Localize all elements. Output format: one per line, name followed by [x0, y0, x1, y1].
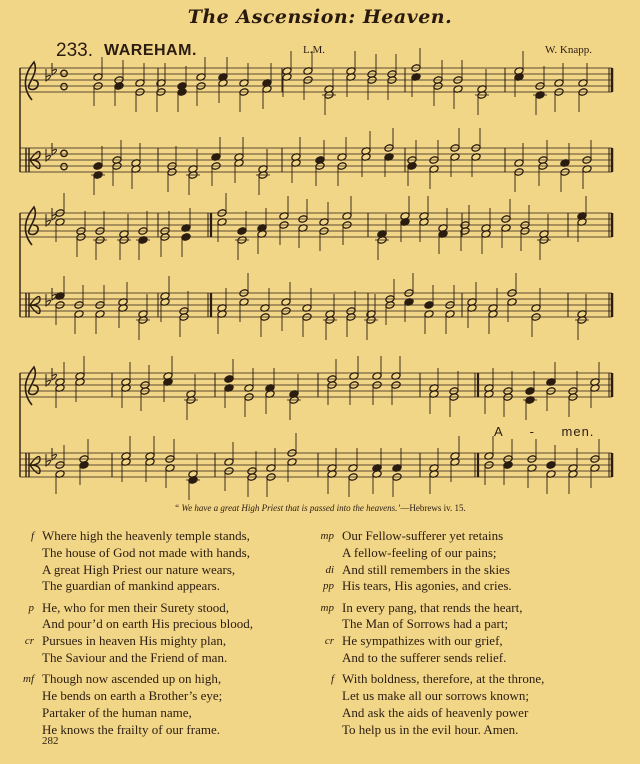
lyric-line [320, 705, 544, 722]
lyric-text: In every pang, that rends the heart, [342, 599, 523, 615]
dynamic-marking: pp [323, 580, 334, 593]
lyric-text: Pursues in heaven His mighty plan, [42, 633, 227, 649]
lyric-line [20, 545, 253, 562]
lyric-text: He sympathizes with our grief, [342, 633, 503, 649]
lyric-text: And ask the aids of heavenly power [342, 704, 529, 720]
stanza [320, 671, 544, 738]
scripture-source: —Hebrews iv. 15. [400, 503, 466, 513]
flat-sign [46, 214, 51, 226]
lyric-text: A fellow-feeling of our pains; [342, 544, 497, 560]
flat-sign [46, 374, 51, 386]
lyric-text: And still remembers in the skies [342, 561, 510, 577]
lyric-text: Our Fellow-sufferer yet retains [342, 528, 504, 543]
lyric-line [320, 688, 544, 705]
stanza [20, 600, 253, 667]
lyric-text: The Saviour and the Friend of man. [42, 650, 228, 666]
lyric-line [20, 650, 253, 667]
lyric-line [20, 528, 253, 545]
hymn-number: 233. [56, 40, 93, 61]
lyric-text: The Man of Sorrows had a part; [342, 616, 509, 632]
flat-sign [46, 454, 51, 466]
note-head [237, 227, 247, 236]
composer-name: W. Knapp. [545, 44, 592, 56]
lyric-text: His tears, His agonies, and cries. [342, 578, 512, 594]
dynamic-marking: cr [324, 635, 334, 648]
lyric-line [20, 600, 253, 617]
lyric-line [20, 562, 253, 579]
lyric-line [320, 616, 544, 633]
note-head [546, 461, 556, 470]
stanza [320, 528, 544, 595]
amen-lyric: A - men. [494, 424, 595, 439]
lyric-line [320, 671, 544, 688]
note-head [93, 162, 103, 171]
lyric-text: The guardian of mankind appears. [42, 578, 220, 594]
lyric-text: To help us in the evil hour. Amen. [342, 721, 519, 737]
lyric-text: He, who for men their Surety stood, [42, 599, 230, 615]
lyric-line [20, 671, 253, 688]
flat-sign [52, 448, 57, 460]
dynamic-marking: mf [23, 673, 34, 686]
lyric-line [20, 705, 253, 722]
time-signature-bottom [61, 163, 67, 169]
page-heading: The Ascension: Heaven. [187, 6, 453, 28]
dynamic-marking: mp [320, 601, 334, 614]
dynamic-marking: di [325, 563, 334, 576]
lyric-line [20, 688, 253, 705]
dynamic-marking: cr [24, 635, 34, 648]
lyric-text: With boldness, therefore, at the throne, [342, 671, 545, 687]
lyric-text: A great High Priest our nature wears, [42, 561, 236, 577]
dynamic-marking: f [30, 530, 34, 542]
flat-sign [52, 143, 57, 155]
lyric-text: He bends on earth a Brother’s eye; [42, 688, 223, 704]
stanza [320, 600, 544, 667]
lyric-line [320, 600, 544, 617]
lyric-text: And pour’d on earth His precious blood, [42, 616, 253, 632]
lyric-text: Let us make all our sorrows known; [342, 688, 530, 704]
scripture-quote [0, 503, 640, 513]
dynamic-marking: p [28, 601, 34, 614]
note-head [424, 301, 434, 310]
page-number: 282 [42, 735, 59, 747]
scripture-text: “ We have a great High Priest that is passed into the heavens.’ [174, 503, 401, 513]
lyric-line [320, 528, 544, 545]
note-head [224, 375, 234, 384]
stanza [20, 528, 253, 595]
time-signature-bottom [61, 83, 67, 89]
lyric-line [320, 650, 544, 667]
lyric-text: Where high the heavenly temple stands, [42, 528, 250, 543]
tune-name: WAREHAM. [104, 42, 197, 59]
lyric-text: And to the sufferer sends relief. [342, 650, 507, 666]
lyric-line [320, 562, 544, 579]
lyric-line [320, 722, 544, 739]
lyric-line [20, 578, 253, 595]
note-head [525, 387, 535, 396]
flat-sign [52, 368, 57, 380]
lyrics-left-column [20, 528, 253, 743]
flat-sign [46, 69, 51, 81]
flat-sign [52, 63, 57, 75]
flat-sign [46, 294, 51, 306]
lyric-line [20, 616, 253, 633]
lyric-line [320, 545, 544, 562]
lyric-text: He knows the frailty of our frame. [42, 721, 220, 737]
time-signature-top [61, 70, 67, 76]
dynamic-marking: mp [320, 530, 334, 542]
lyric-text: Partaker of the human name, [42, 704, 192, 720]
meter-label: L.M. [303, 44, 325, 56]
time-signature-top [61, 150, 67, 156]
lyric-line [320, 578, 544, 595]
note-head [181, 233, 191, 242]
lyrics-right-column [320, 528, 544, 743]
lyric-line [20, 633, 253, 650]
dynamic-marking: f [330, 673, 334, 686]
lyric-line [320, 633, 544, 650]
lyric-text: The house of God not made with hands, [42, 544, 250, 560]
lyric-text: Though now ascended up on high, [42, 671, 222, 687]
stanza [20, 671, 253, 738]
flat-sign [46, 149, 51, 161]
